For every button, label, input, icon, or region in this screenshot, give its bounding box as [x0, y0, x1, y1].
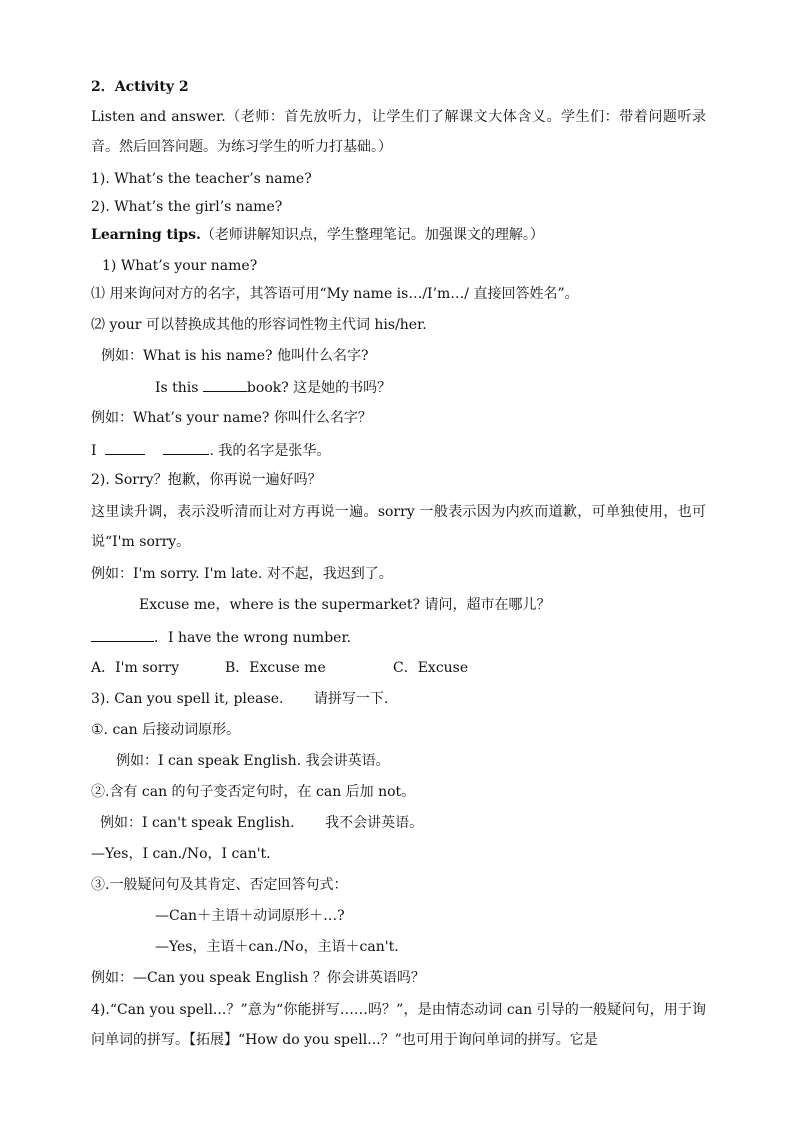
point-2-title: 2). Sorry？抱歉，你再说一遍好吗？ — [91, 472, 322, 488]
listen-and-answer: Listen and answer.（老师：首先放听力，让学生们了解课文大体含义。学生们：带着问题听录音。然后回答问题。为练习学生的听力打基础。） — [91, 109, 706, 155]
point-2-desc: 这里读升调，表示没听清而让对方再说一遍。sorry 一般表示因为内疚而道歉，可单独使用，也可说“I'm sorry。 — [91, 504, 706, 550]
point-1-example-4 — [91, 440, 706, 461]
point-3-title-cn: 请拼写一下. — [313, 691, 389, 707]
fill-blank[interactable] — [105, 440, 145, 455]
learning-tips — [91, 225, 706, 245]
point-3-b-example-cn: 我不会讲英语。 — [325, 815, 424, 831]
example-2-pre: Is this — [155, 380, 203, 396]
example-4-pre: I — [91, 443, 97, 459]
point-3-b-example-en: 例如：I can't speak English. — [100, 815, 295, 831]
example-2-post: book? 这是她的书吗？ — [246, 380, 392, 396]
learning-tips-desc: （老师讲解知识点，学生整理笔记。加强课文的理解。） — [200, 227, 544, 243]
option-a[interactable]: A．I'm sorry — [91, 660, 180, 676]
option-b[interactable]: B．Excuse me — [225, 660, 326, 676]
option-c[interactable]: C．Excuse — [393, 660, 469, 676]
point-3-title-en: 3). Can you spell it, please. — [91, 691, 284, 707]
activity-heading: 2．Activity 2 — [91, 79, 189, 95]
question-1: 1). What’s the teacher’s name? — [91, 171, 312, 187]
point-3-c: ③.一般疑问句及其肯定、否定回答句式： — [91, 877, 348, 893]
example-3-post: ．I have the wrong number. — [154, 630, 352, 646]
point-1-example-2 — [155, 377, 706, 398]
fill-blank[interactable] — [203, 377, 247, 392]
point-4-text: 4).“Can you spell...？”意为“你能拼写……吗？”，是由情态动词 can 引导的一般疑问句，用于询问单词的拼写。【拓展】“How do you spell...？”也可用于询问单词的拼写。它是 — [91, 1002, 706, 1048]
point-2-example-1: 例如：I'm sorry. I'm late. 对不起，我迟到了。 — [91, 566, 393, 582]
point-3-title — [91, 689, 706, 709]
point-3-b-example — [100, 813, 706, 833]
point-3-c-pattern-2: —Yes，主语＋can./No，主语＋can't. — [155, 939, 399, 955]
example-4-post: . 我的名字是张华。 — [209, 443, 331, 459]
point-3-b: ②.含有 can 的句子变否定句时，在 can 后加 not。 — [91, 784, 416, 800]
point-3-a: ①. can 后接动词原形。 — [91, 722, 241, 738]
point-3-c-pattern-1: —Can＋主语＋动词原形＋…? — [155, 908, 345, 924]
fill-blank[interactable] — [163, 440, 209, 455]
point-3-a-example: 例如：I can speak English. 我会讲英语。 — [116, 753, 390, 769]
point-2-example-3 — [91, 627, 706, 648]
point-1-a: ⑴ 用来询问对方的名字，其答语可用“My name is…/I’m…/ 直接回答姓名”。 — [91, 286, 579, 302]
point-1-b: ⑵ your 可以替换成其他的形容词性物主代词 his/her. — [91, 317, 427, 333]
point-1-example-1: 例如：What is his name? 他叫什么名字? — [101, 348, 369, 364]
point-3-c-example: 例如：—Can you speak English ？你会讲英语吗？ — [91, 970, 425, 986]
point-3-b-answer: —Yes，I can./No，I can't. — [91, 846, 271, 862]
fill-blank[interactable] — [91, 627, 154, 642]
point-1-example-3: 例如：What’s your name? 你叫什么名字？ — [91, 410, 372, 426]
question-2: 2). What’s the girl’s name? — [91, 199, 283, 215]
point-2-example-2: Excuse me，where is the supermarket? 请问，超市在哪儿？ — [139, 597, 551, 613]
point-1-title: 1) What’s your name? — [102, 258, 258, 274]
learning-tips-label: Learning tips. — [91, 227, 201, 243]
